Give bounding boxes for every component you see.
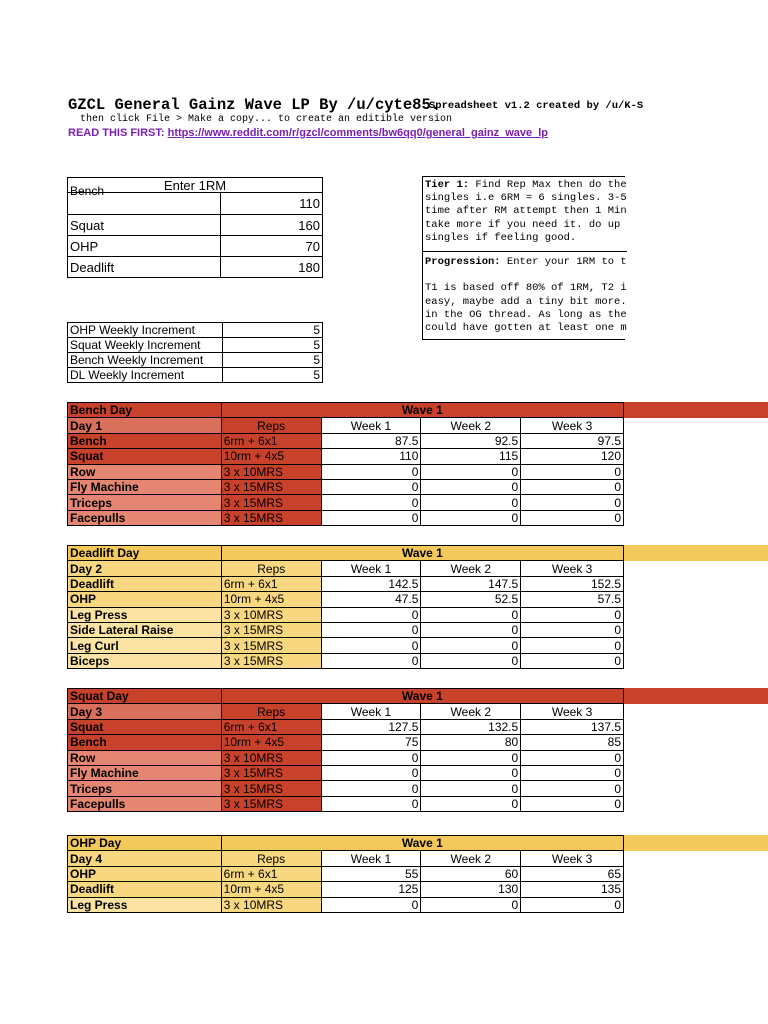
exercise-reps[interactable]: 3 x 10MRS: [221, 464, 321, 479]
wave-label: Wave 1: [221, 689, 623, 704]
rm-lift-label: Bench: [70, 184, 105, 198]
week-weight[interactable]: 0: [321, 622, 421, 637]
exercise-reps[interactable]: 10rm + 4x5: [221, 449, 321, 464]
week-weight[interactable]: 0: [521, 495, 624, 510]
wave-label: Wave 1: [221, 836, 623, 851]
week-weight[interactable]: 97.5: [521, 433, 624, 448]
week-weight[interactable]: 0: [421, 796, 521, 811]
reps-header: Reps: [221, 704, 321, 719]
progression-text: Enter your 1RM to t: [500, 256, 627, 269]
exercise-name: Bench: [68, 433, 222, 448]
exercise-name: Facepulls: [68, 796, 222, 811]
exercise-name: Bench: [68, 735, 222, 750]
exercise-name: Leg Curl: [68, 638, 222, 653]
exercise-name: OHP: [68, 592, 222, 607]
week-weight[interactable]: 0: [521, 607, 624, 622]
week-weight[interactable]: 65: [521, 866, 624, 881]
exercise-name: Row: [68, 464, 222, 479]
increment-value-deadlift[interactable]: 5: [223, 368, 323, 383]
week-weight[interactable]: 120: [521, 449, 624, 464]
one-rep-max-table: [67, 177, 323, 278]
wave-band-extension: [624, 545, 768, 561]
week-weight[interactable]: 47.5: [321, 592, 421, 607]
spreadsheet-credit: Spreadsheet v1.2 created by /u/K-S: [429, 100, 644, 112]
day-title: Squat Day: [68, 689, 222, 704]
week-weight[interactable]: 0: [321, 607, 421, 622]
wave-band-extension: [624, 688, 768, 704]
rm-value-bench[interactable]: 110: [221, 193, 323, 215]
exercise-reps[interactable]: 6rm + 6x1: [221, 576, 321, 591]
day-table: [67, 835, 624, 913]
week-weight[interactable]: 0: [421, 479, 521, 494]
week-weight[interactable]: 0: [421, 622, 521, 637]
day-table: [67, 688, 624, 812]
rm-lift-label: OHP: [68, 236, 221, 257]
increment-label: OHP Weekly Increment: [68, 323, 223, 338]
week-header: Week 3: [521, 418, 624, 433]
exercise-name: Triceps: [68, 781, 222, 796]
week-weight[interactable]: 0: [321, 479, 421, 494]
exercise-name: Biceps: [68, 653, 222, 668]
exercise-row: [68, 433, 624, 448]
exercise-reps[interactable]: 6rm + 6x1: [221, 433, 321, 448]
exercise-reps[interactable]: 3 x 15MRS: [221, 479, 321, 494]
increment-value-squat[interactable]: 5: [223, 338, 323, 353]
week-weight[interactable]: 0: [521, 510, 624, 525]
rm-value-ohp[interactable]: 70: [221, 236, 323, 257]
day-number: Day 2: [68, 561, 222, 576]
exercise-row: [68, 866, 624, 881]
week-weight[interactable]: 127.5: [321, 719, 421, 734]
exercise-row: [68, 719, 624, 734]
exercise-reps[interactable]: 6rm + 6x1: [221, 719, 321, 734]
week-weight[interactable]: 0: [321, 796, 421, 811]
exercise-reps[interactable]: 3 x 10MRS: [221, 897, 321, 912]
rm-header: Enter 1RM: [68, 178, 323, 193]
week-header: Week 1: [321, 851, 421, 866]
weekly-increment-table: [67, 322, 323, 383]
exercise-name: Leg Press: [68, 897, 222, 912]
week-weight[interactable]: 0: [521, 750, 624, 765]
exercise-row: [68, 464, 624, 479]
exercise-row: [68, 796, 624, 811]
tier1-label: Tier 1:: [425, 179, 470, 191]
week-weight[interactable]: 0: [421, 464, 521, 479]
exercise-row: [68, 781, 624, 796]
exercise-reps[interactable]: 3 x 15MRS: [221, 653, 321, 668]
week-weight[interactable]: 0: [321, 638, 421, 653]
exercise-reps[interactable]: 3 x 15MRS: [221, 796, 321, 811]
week-weight[interactable]: 55: [321, 866, 421, 881]
week-header: Week 2: [421, 851, 521, 866]
exercise-row: [68, 495, 624, 510]
exercise-name: Deadlift: [68, 882, 222, 897]
exercise-name: Squat: [68, 719, 222, 734]
exercise-reps[interactable]: 10rm + 4x5: [221, 735, 321, 750]
exercise-name: Leg Press: [68, 607, 222, 622]
exercise-row: [68, 592, 624, 607]
copy-instructions: then click File > Make a copy... to create an editible version: [80, 114, 453, 125]
increment-label: Bench Weekly Increment: [68, 353, 223, 368]
exercise-row: [68, 449, 624, 464]
exercise-reps[interactable]: 3 x 10MRS: [221, 607, 321, 622]
week-header: Week 1: [321, 418, 421, 433]
wave-label: Wave 1: [221, 546, 623, 561]
exercise-row: [68, 735, 624, 750]
week-weight[interactable]: 0: [421, 607, 521, 622]
note-divider: [423, 251, 627, 252]
week-weight[interactable]: 0: [521, 781, 624, 796]
week-weight[interactable]: 0: [421, 750, 521, 765]
exercise-row: [68, 576, 624, 591]
exercise-row: [68, 882, 624, 897]
week-weight[interactable]: 110: [321, 449, 421, 464]
rm-value-deadlift[interactable]: 180: [221, 257, 323, 278]
week-weight[interactable]: 0: [421, 897, 521, 912]
read-first-label: READ THIS FIRST:: [68, 127, 168, 139]
week-header: Week 3: [521, 851, 624, 866]
exercise-name: Row: [68, 750, 222, 765]
week-weight[interactable]: 147.5: [421, 576, 521, 591]
wave-band-extension: [624, 402, 768, 418]
exercise-row: [68, 479, 624, 494]
week-weight[interactable]: 0: [521, 464, 624, 479]
exercise-name: OHP: [68, 866, 222, 881]
week-weight[interactable]: 57.5: [521, 592, 624, 607]
exercise-name: Side Lateral Raise: [68, 622, 222, 637]
tier1-text: Find Rep Max then do the singles i.e 6RM = 6 singles. 3-5 time after RM attempt then 1 Min take more if you need it. do up singles if feeling good.: [425, 179, 627, 244]
week-weight[interactable]: 0: [421, 653, 521, 668]
day-title: OHP Day: [68, 836, 222, 851]
day-number: Day 3: [68, 704, 222, 719]
exercise-reps[interactable]: 6rm + 6x1: [221, 866, 321, 881]
increment-value-bench[interactable]: 5: [223, 353, 323, 368]
week-weight[interactable]: 132.5: [421, 719, 521, 734]
exercise-reps[interactable]: 3 x 10MRS: [221, 750, 321, 765]
exercise-row: [68, 750, 624, 765]
week-weight[interactable]: 135: [521, 882, 624, 897]
exercise-reps[interactable]: 3 x 15MRS: [221, 622, 321, 637]
week-header: Week 1: [321, 704, 421, 719]
exercise-reps[interactable]: 10rm + 4x5: [221, 882, 321, 897]
day-title: Deadlift Day: [68, 546, 222, 561]
week-weight[interactable]: 0: [521, 622, 624, 637]
week-header: Week 1: [321, 561, 421, 576]
page-title: GZCL General Gainz Wave LP By /u/cyte85.: [68, 96, 441, 114]
exercise-row: [68, 638, 624, 653]
week-weight[interactable]: 87.5: [321, 433, 421, 448]
exercise-reps[interactable]: 3 x 15MRS: [221, 765, 321, 780]
week-header: Week 2: [421, 704, 521, 719]
week-weight[interactable]: 85: [521, 735, 624, 750]
day-number: Day 1: [68, 418, 222, 433]
reps-header: Reps: [221, 561, 321, 576]
day-number: Day 4: [68, 851, 222, 866]
wave-band-extension: [624, 835, 768, 851]
read-first-url[interactable]: https://www.reddit.com/r/gzcl/comments/bw6qq0/general_gainz_wave_lp: [167, 127, 549, 139]
week-weight[interactable]: 0: [421, 765, 521, 780]
exercise-name: Triceps: [68, 495, 222, 510]
week-weight[interactable]: 130: [421, 882, 521, 897]
exercise-name: Deadlift: [68, 576, 222, 591]
day-title: Bench Day: [68, 403, 222, 418]
week-weight[interactable]: 0: [421, 638, 521, 653]
week-weight[interactable]: 0: [321, 765, 421, 780]
week-weight[interactable]: 125: [321, 882, 421, 897]
exercise-reps[interactable]: 3 x 15MRS: [221, 638, 321, 653]
rm-value-squat[interactable]: 160: [221, 215, 323, 236]
exercise-name: Fly Machine: [68, 479, 222, 494]
week-weight[interactable]: 0: [421, 781, 521, 796]
week-weight[interactable]: 0: [421, 495, 521, 510]
week-weight[interactable]: 0: [521, 479, 624, 494]
read-first-link[interactable]: [68, 127, 548, 139]
week-weight[interactable]: 75: [321, 735, 421, 750]
week-weight[interactable]: 0: [321, 750, 421, 765]
instructions-note: [422, 176, 625, 340]
exercise-name: Facepulls: [68, 510, 222, 525]
week-weight[interactable]: 0: [521, 638, 624, 653]
week-weight[interactable]: 0: [521, 897, 624, 912]
exercise-row: [68, 653, 624, 668]
week-weight[interactable]: 0: [421, 510, 521, 525]
exercise-row: [68, 765, 624, 780]
increment-label: Squat Weekly Increment: [68, 338, 223, 353]
week-weight[interactable]: 142.5: [321, 576, 421, 591]
exercise-name: Squat: [68, 449, 222, 464]
week-header: Week 3: [521, 704, 624, 719]
week-weight[interactable]: 60: [421, 866, 521, 881]
week-weight[interactable]: 52.5: [421, 592, 521, 607]
reps-header: Reps: [221, 851, 321, 866]
week-weight[interactable]: 0: [321, 653, 421, 668]
week-weight[interactable]: 0: [521, 796, 624, 811]
reps-header: Reps: [221, 418, 321, 433]
week-header: Week 3: [521, 561, 624, 576]
exercise-reps[interactable]: 3 x 15MRS: [221, 495, 321, 510]
day-table: [67, 545, 624, 669]
exercise-row: [68, 622, 624, 637]
week-weight[interactable]: 0: [521, 653, 624, 668]
rm-lift-label: Squat: [68, 215, 221, 236]
day-table: [67, 402, 624, 526]
week-weight[interactable]: 0: [521, 765, 624, 780]
week-weight[interactable]: 115: [421, 449, 521, 464]
week-header: Week 2: [421, 561, 521, 576]
increment-value-ohp[interactable]: 5: [223, 323, 323, 338]
week-weight[interactable]: 137.5: [521, 719, 624, 734]
week-weight[interactable]: 80: [421, 735, 521, 750]
exercise-reps[interactable]: 3 x 15MRS: [221, 510, 321, 525]
week-weight[interactable]: 152.5: [521, 576, 624, 591]
week-weight[interactable]: 0: [321, 897, 421, 912]
exercise-row: [68, 607, 624, 622]
week-weight[interactable]: 92.5: [421, 433, 521, 448]
week-weight[interactable]: 0: [321, 781, 421, 796]
week-weight[interactable]: 0: [321, 510, 421, 525]
week-weight[interactable]: 0: [321, 495, 421, 510]
rm-lift-label: Deadlift: [68, 257, 221, 278]
exercise-row: [68, 510, 624, 525]
exercise-name: Fly Machine: [68, 765, 222, 780]
exercise-reps[interactable]: 10rm + 4x5: [221, 592, 321, 607]
progression-label: Progression:: [425, 256, 501, 269]
week-header: Week 2: [421, 418, 521, 433]
note-body-text: T1 is based off 80% of 1RM, T2 i easy, maybe add a tiny bit more. in the OG thread. As long as the could have gotten at least one m: [425, 282, 627, 335]
increment-label: DL Weekly Increment: [68, 368, 223, 383]
exercise-row: [68, 897, 624, 912]
wave-label: Wave 1: [221, 403, 623, 418]
exercise-reps[interactable]: 3 x 15MRS: [221, 781, 321, 796]
week-weight[interactable]: 0: [321, 464, 421, 479]
